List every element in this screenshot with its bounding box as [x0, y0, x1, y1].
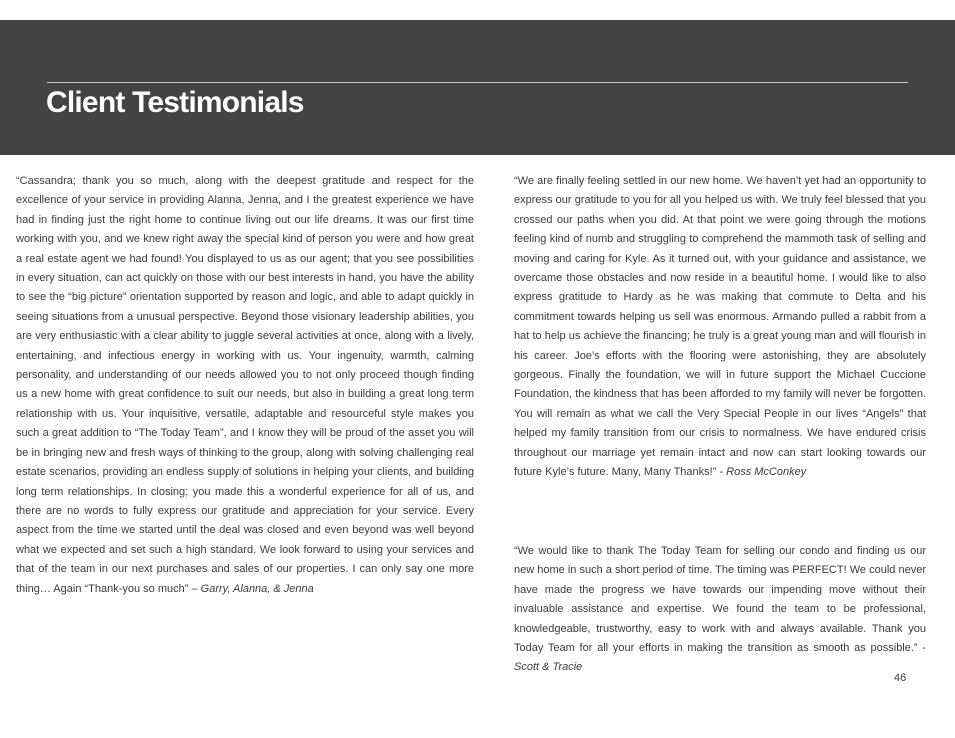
testimonial-signature: Ross McConkey: [726, 466, 807, 479]
page-number: 46: [894, 672, 907, 684]
testimonial-text: “We would like to thank The Today Team for selling our condo and finding us our new home in such a short period of time. The timing was PERFECT! We could never have made the progress we have towards our impending move without their invaluable assistance and expertise. We found the team to be professional, knowledgeable, trustworthy, easy to work with and always available. Thank you Today Team for all your efforts in making the transition as smooth as possible.” -: [514, 545, 926, 655]
testimonial-garry: [16, 172, 474, 599]
testimonial-signature: Garry, Alanna, & Jenna: [200, 582, 314, 595]
testimonial-text: “Cassandra; thank you so much, along with the deepest gratitude and respect for the excellence of your service in providing Alanna, Jenna, and I the greatest experience we have had in finding just the right home to continue living out our life dreams. It was our first time working with you, and we knew right away the special kind of person you were and how great a real estate agent we had found! You displayed to us as our agent; that you see possibilities in every situation, can act quickly on those with our best interests in hand, you have the ability to see the “big picture” orientation supported by reason and logic, and able to adapt quickly in seeing situations from a unusual perspective. Beyond those visionary leadership abilities, you are very enthusiastic with a clear ability to juggle several activities at once, along with a lively, entertaining, and infectious energy in working with us. Your ingenuity, warmth, calming personality, and understanding of our needs allowed you to not only proceed though finding us a new home with great confidence to suit our needs, but also in building a great long term relationship with us. Your inquisitive, versatile, adaptable and resourceful style makes you such a great addition to “The Today Team”, and I know they will be proud of the asset you will be in bringing new and fresh ways of thinking to the group, along with solving challenging real estate scenarios, providing an endless supply of solutions in helping your clients, and building long term relationships. In closing; you made this a wonderful experience for all of us, and there are no words to fully express our gratitude and appreciation for your service. Every aspect from the time we started until the deal was closed and even beyond was well beyond what we expected and set such a high standard. We look forward to using your services and that of the team in our next purchases and sales of our properties. I can only say one more thing… Again “Thank-you so much” –: [16, 175, 474, 595]
testimonial-signature: Scott & Tracie: [514, 661, 583, 674]
testimonial-scott-tracie: [514, 542, 926, 678]
page-title: Client Testimonials: [46, 86, 304, 119]
header-banner: [0, 20, 955, 155]
testimonial-text: “We are finally feeling settled in our new home. We haven’t yet had an opportunity to express our gratitude to you for all you helped us with. We truly feel blessed that you crossed our paths when you did. At that point we were going through the motions feeling kind of numb and struggling to comprehend the mammoth task of selling and moving and caring for Kyle. As it turned out, with your guidance and assistance, we overcame those obstacles and now reside in a beautiful home. I would like to also express gratitude to Hardy as he was making that commute to Delta and his commitment towards helping us sell was enormous. Armando pulled a rabbit from a hat to help us achieve the financing; he truly is a great young man and will flourish in his career. Joe’s efforts with the flooring were astonishing, they are absolutely gorgeous. Finally the foundation, we will in future support the Michael Cuccione Foundation, the kindness that has been afforded to my family will never be forgotten. You will remain as what we call the Very Special People in our lives “Angels” that helped my family transition from our crisis to normalness. We have endured crisis throughout our marriage yet remain intact and now can start looking towards our future Kyle’s future. Many, Many Thanks!” -: [514, 175, 926, 479]
testimonial-ross: [514, 172, 926, 483]
